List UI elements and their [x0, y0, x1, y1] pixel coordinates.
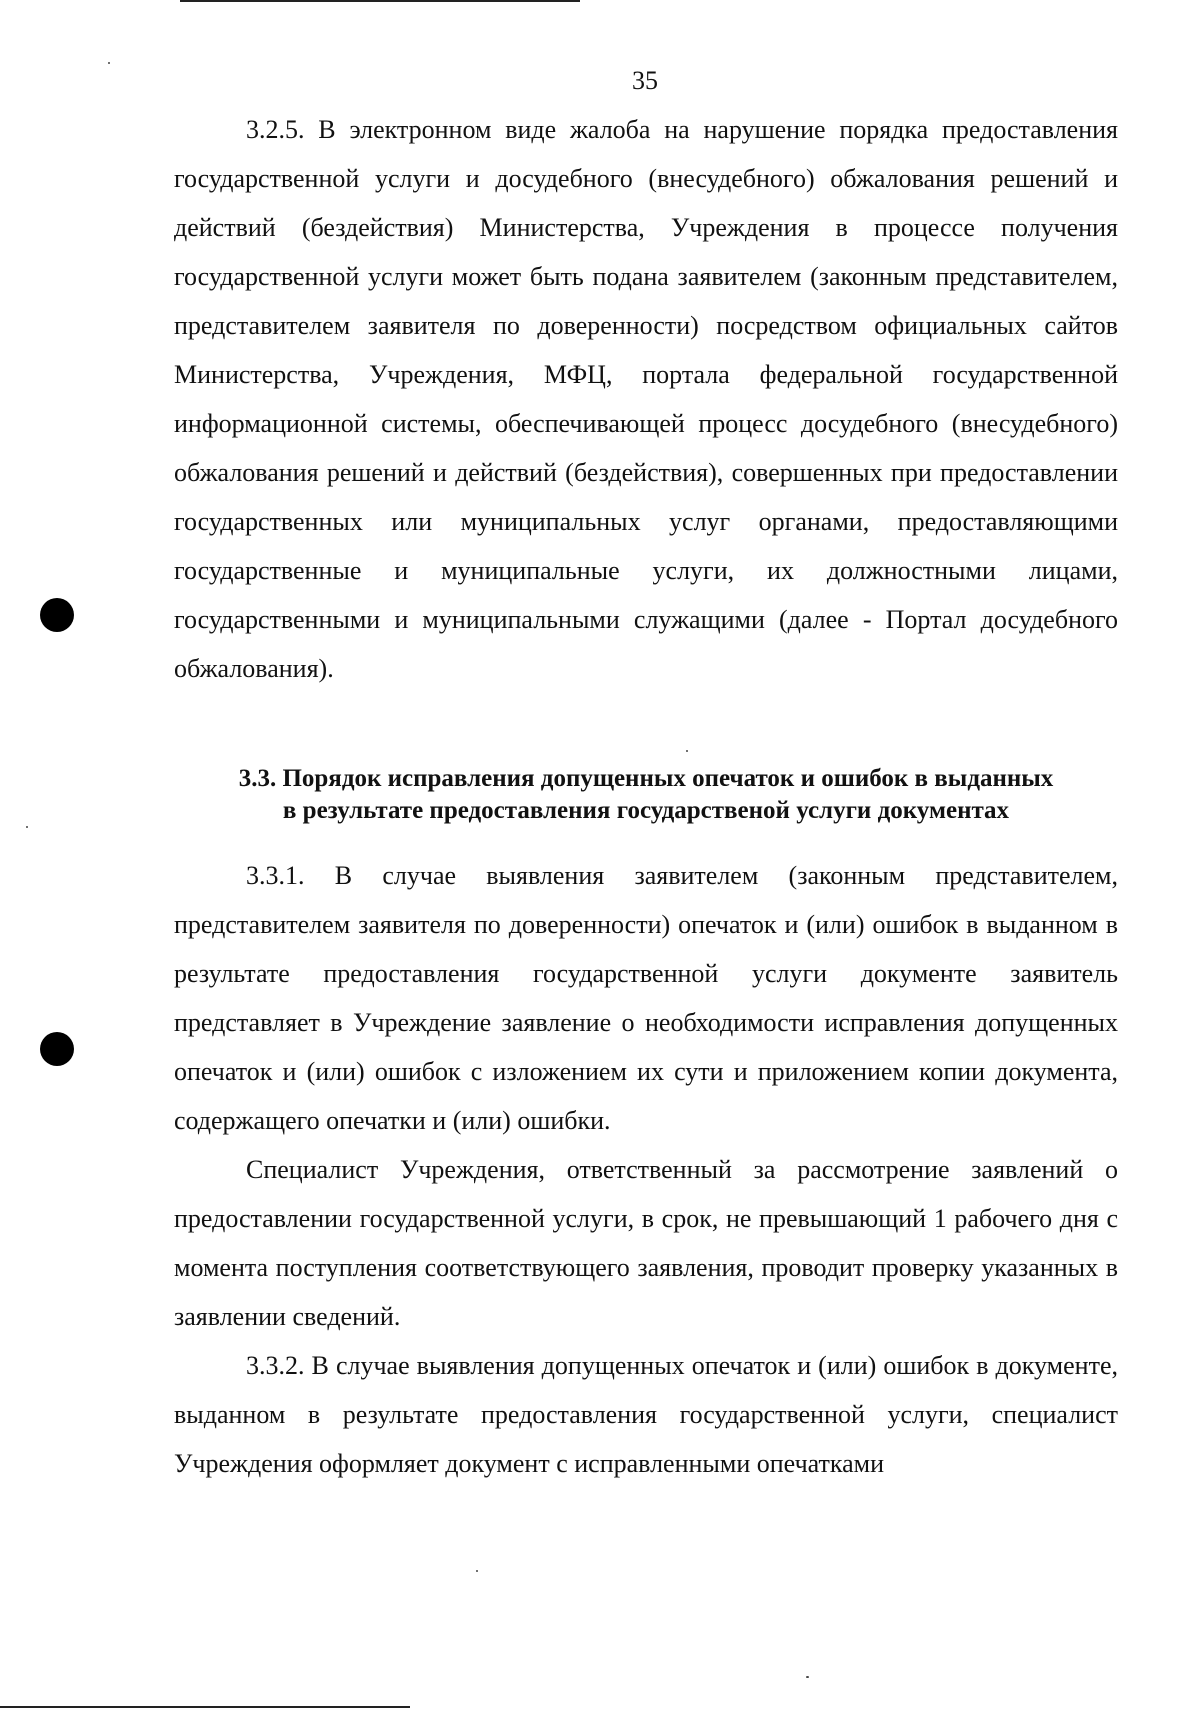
- scan-speck: [26, 826, 28, 828]
- scan-speck: [108, 62, 110, 64]
- section-heading-line-1: 3.3. Порядок исправления допущенных опечаток и ошибок в выданных: [238, 765, 1054, 792]
- paragraph-3-3-1: 3.3.1. В случае выявления заявителем (законным представителем, представителем заявителя по доверенности) опечаток и (или) ошибок в выданном в результате предоставления государственной услуги документе заявитель представляет в Учреждение заявление о необходимости исправления допущенных опечаток и (или) ошибок с изложением их сути и приложением копии документа, содержащего опечатки и (или) ошибки.: [174, 861, 1118, 1135]
- paragraph-3-3-2: 3.3.2. В случае выявления допущенных опечаток и (или) ошибок в документе, выданном в результате предоставления государственной услуги, специалист Учреждения оформляет документ с исправленными опечатками: [174, 1351, 1118, 1478]
- scan-speck: [476, 1570, 478, 1572]
- bottom-edge-mark: [0, 1706, 410, 1708]
- paragraph-specialist-check: Специалист Учреждения, ответственный за рассмотрение заявлений о предоставлении государственной услуги, в срок, не превышающий 1 рабочего дня с момента поступления соответствующего заявления, проводит проверку указанных в заявлении сведений.: [174, 1155, 1118, 1331]
- section-heading-line-2: в результате предоставления государственой услуги документах: [282, 797, 1010, 824]
- document-body: [174, 105, 1118, 1488]
- page-number: 35: [632, 66, 658, 95]
- punch-hole-top: [40, 598, 74, 632]
- punch-hole-bottom: [40, 1032, 74, 1066]
- section-heading-3-3: [174, 763, 1118, 827]
- top-edge-mark: [180, 0, 580, 2]
- paragraph-3-2-5: 3.2.5. В электронном виде жалоба на нарушение порядка предоставления государственной услуги и досудебного (внесудебного) обжалования решений и действий (бездействия) Министерства, Учреждения в процессе получения государственной услуги может быть подана заявителем (законным представителем, представителем заявителя по доверенности) посредством официальных сайтов Министерства, Учреждения, МФЦ, портала федеральной государственной информационной системы, обеспечивающей процесс досудебного (внесудебного) обжалования решений и действий (бездействия), совершенных при предоставлении государственных или муниципальных услуг органами, предоставляющими государственные и муниципальные услуги, их должностными лицами, государственными и муниципальными служащими (далее - Портал досудебного обжалования).: [174, 115, 1118, 683]
- scan-speck: [806, 1676, 809, 1678]
